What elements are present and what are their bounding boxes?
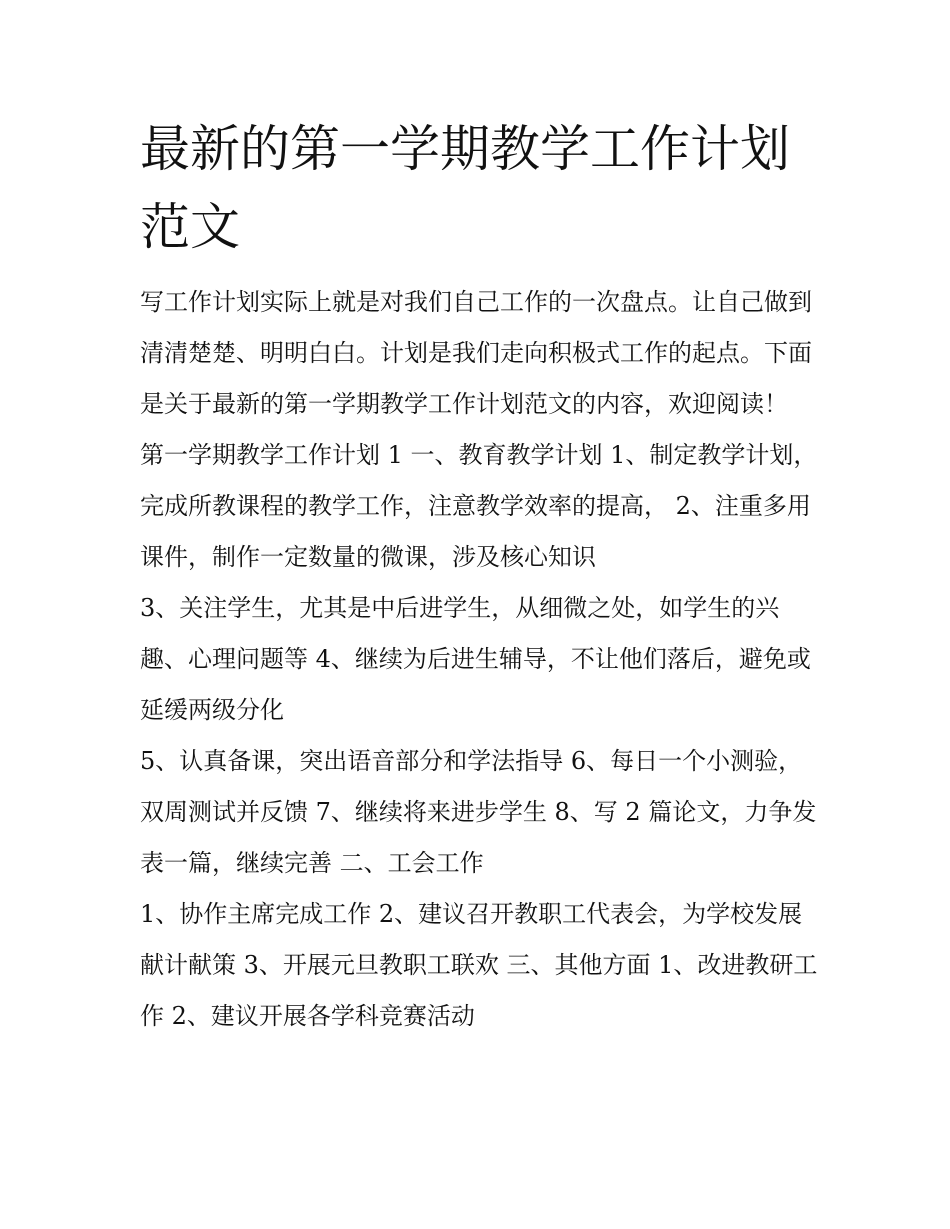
document-title: 最新的第一学期教学工作计划范文 [140, 120, 790, 256]
paragraph-intro: 写工作计划实际上就是对我们自己工作的一次盘点。让自己做到清清楚楚、明明白白。计划是我们走向积极式工作的起点。下面是关于最新的第一学期教学工作计划范文的内容，欢迎阅读！ [140, 288, 812, 418]
paragraph-plan-2: 3、关注学生，尤其是中后进学生，从细微之处，如学生的兴趣、心理问题等 4、继续为后进生辅导，不让他们落后，避免或延缓两级分化 [140, 594, 811, 724]
document-body [140, 277, 820, 1042]
paragraph-plan-4: 1、协作主席完成工作 2、建议召开教职工代表会，为学校发展献计献策 3、开展元旦教职工联欢 三、其他方面 1、改进教研工作 2、建议开展各学科竞赛活动 [140, 900, 818, 1030]
paragraph-plan-3: 5、认真备课，突出语音部分和学法指导 6、每日一个小测验，双周测试并反馈 7、继续将来进步学生 8、写 2 篇论文，力争发表一篇，继续完善 二、工会工作 [140, 747, 817, 877]
paragraph-plan-1: 第一学期教学工作计划 1 一、教育教学计划 1、制定教学计划，完成所教课程的教学工作，注意教学效率的提高， 2、注重多用课件，制作一定数量的微课，涉及核心知识 [140, 441, 818, 571]
